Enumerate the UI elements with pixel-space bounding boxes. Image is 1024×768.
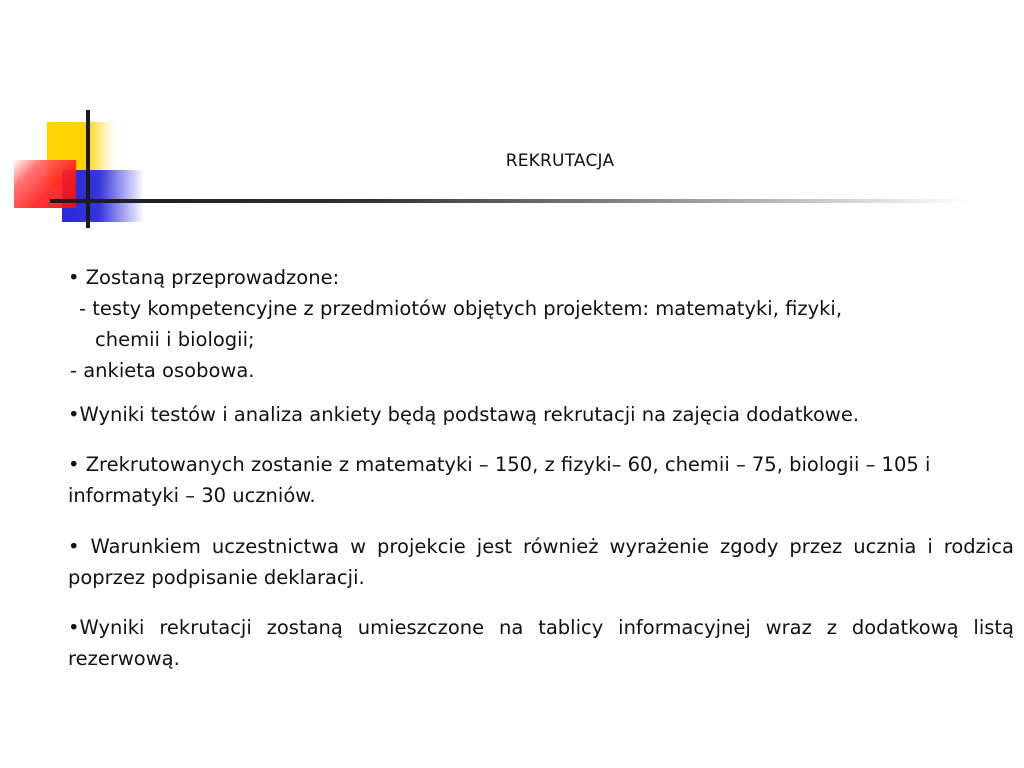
decorative-squares	[0, 0, 160, 240]
bullet-recruited-counts: • Zrekrutowanych zostanie z matematyki – 150, z fizyki– 60, chemii – 75, biologii – 105 i informatyki – 30 uczniów.	[68, 453, 931, 507]
slide-title: REKRUTACJA	[505, 151, 615, 171]
bullet-recruitment-tools	[68, 262, 1014, 386]
subitem-tests: - testy kompetencyjne z przedmiotów objętych projektem: matematyki, fizyki,	[79, 297, 843, 320]
subitem-survey: - ankieta osobowa.	[70, 359, 255, 382]
slide-content	[68, 262, 1014, 674]
title-underline	[50, 199, 970, 203]
bullet-participation-condition: • Warunkiem uczestnictwa w projekcie jest również wyrażenie zgody przez ucznia i rodzica poprzez podpisanie deklaracji.	[68, 535, 1014, 589]
bullet-heading: • Zostaną przeprowadzone:	[68, 266, 340, 289]
bullet-results-publication: •Wyniki rekrutacji zostaną umieszczone na tablicy informacyjnej wraz z dodatkową listą rezerwową.	[68, 616, 1014, 670]
bullet-results-basis: •Wyniki testów i analiza ankiety będą podstawą rekrutacji na zajęcia dodatkowe.	[68, 403, 860, 426]
subitem-tests-continued: chemii i biologii;	[95, 328, 255, 351]
